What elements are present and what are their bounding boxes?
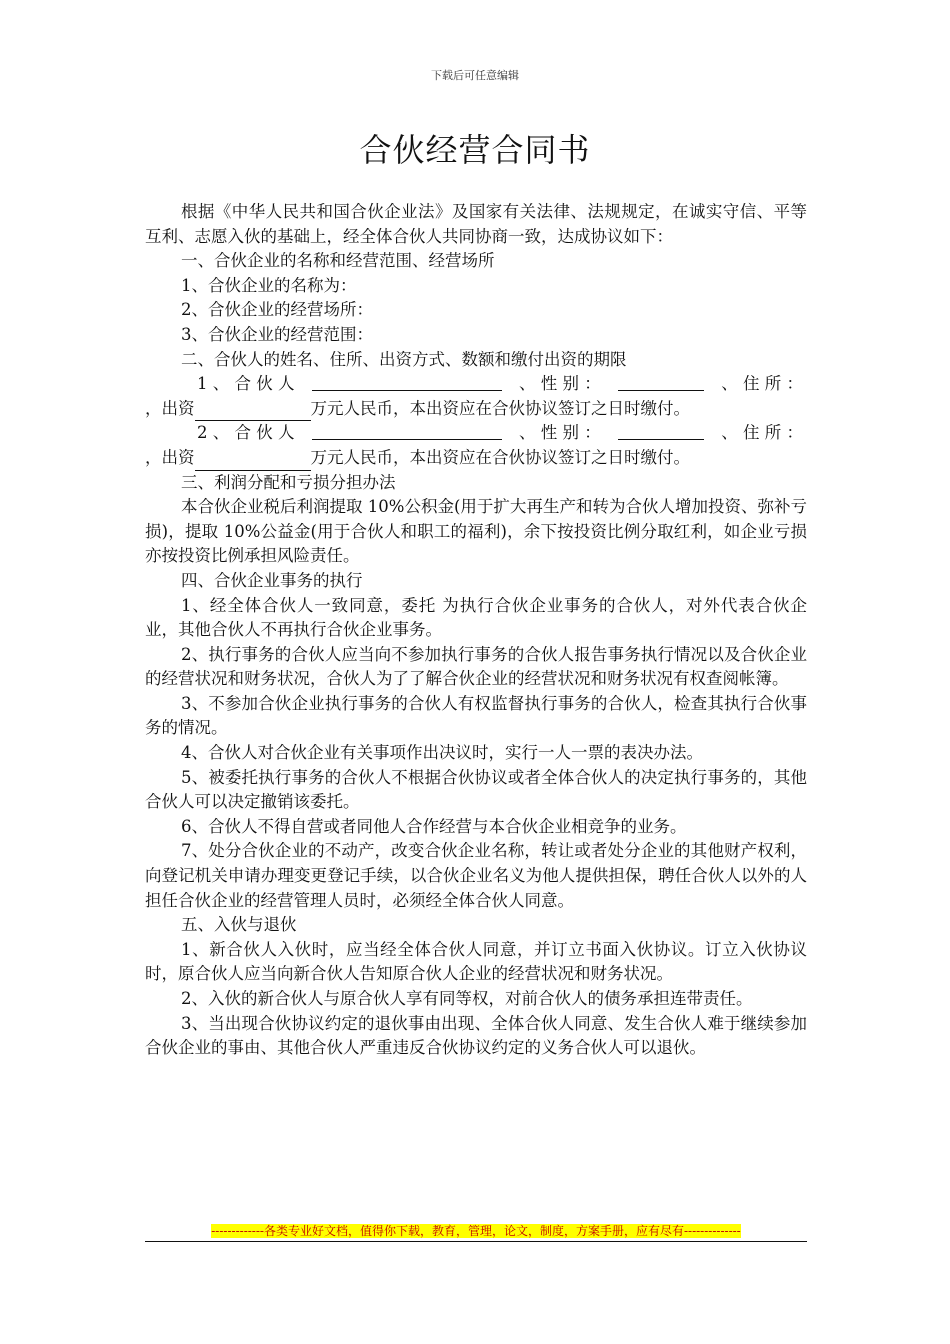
section-4-item: 7、处分合伙企业的不动产，改变合伙企业名称，转让或者处分企业的其他财产权利，向登记机关申请办理变更登记手续，以合伙企业名义为他人提供担保，聘任合伙人以外的人担任合伙企业的经营管理人员时，必须经全体合伙人同意。 bbox=[145, 841, 807, 910]
section-4-item: 4、合伙人对合伙企业有关事项作出决议时，实行一人一票的表决办法。 bbox=[181, 743, 703, 763]
section-5-heading: 五、入伙与退伙 bbox=[181, 915, 297, 935]
partner-1-name-blank bbox=[312, 372, 502, 391]
partner-2-sex-label: 、 性 别 ： bbox=[518, 423, 601, 443]
section-1-item: 1、合伙企业的名称为： bbox=[181, 275, 357, 295]
section-1-item: 3、合伙企业的经营范围： bbox=[181, 324, 373, 344]
section-5-item: 2、入伙的新合伙人与原合伙人享有同等权，对前合伙人的债务承担连带责任。 bbox=[181, 989, 753, 1008]
footer-banner: -------------各类专业好文档，值得你下载，教育，管理，论文，制度，方案手册，应有尽有-------------- bbox=[211, 1224, 741, 1238]
section-5-item: 3、当出现合伙协议约定的退伙事由出现、全体合伙人同意、发生合伙人难于继续参加合伙企业的事由、其他合伙人严重违反合伙协议约定的义务合伙人可以退伙。 bbox=[145, 1013, 807, 1058]
partner-2-address-label: 、 住 所 ： bbox=[721, 423, 803, 443]
page-header: 下载后可任意编辑 bbox=[431, 69, 519, 82]
footer-divider bbox=[145, 1241, 807, 1242]
section-4-item: 5、被委托执行事务的合伙人不根据合伙协议或者全体合伙人的决定执行事务的，其他合伙人可以决定撤销该委托。 bbox=[145, 767, 807, 812]
section-3-heading: 三、利润分配和亏损分担办法 bbox=[181, 472, 396, 492]
partner-1-investment: ，出资 万元人民币，本出资应在合伙协议签订之日时缴付。 bbox=[145, 397, 807, 422]
partner-2-line bbox=[145, 421, 807, 446]
section-4-item: 1、经全体合伙人一致同意，委托 为执行合伙企业事务的合伙人，对外代表合伙企业，其他合伙人不再执行合伙企业事务。 bbox=[145, 595, 807, 640]
partner-2-label: 2 、 合 伙 人 bbox=[197, 423, 295, 443]
section-4-item: 3、不参加合伙企业执行事务的合伙人有权监督执行事务的合伙人，检查其执行合伙事务的情况。 bbox=[145, 693, 807, 738]
section-2-heading: 二、合伙人的姓名、住所、出资方式、数额和缴付出资的期限 bbox=[181, 349, 627, 369]
partner-1-amount-blank bbox=[195, 402, 311, 421]
partner-2-investment: ，出资 万元人民币，本出资应在合伙协议签订之日时缴付。 bbox=[145, 446, 807, 471]
partner-2-amount-blank bbox=[195, 452, 311, 471]
partner-1-sex-label: 、 性 别 ： bbox=[518, 374, 601, 394]
section-5-item: 1、新合伙人入伙时，应当经全体合伙人同意，并订立书面入伙协议。订立入伙协议时，原合伙人应当向新合伙人告知原合伙人企业的经营状况和财务状况。 bbox=[145, 939, 807, 984]
partner-1-address-label: 、 住 所 ： bbox=[721, 374, 803, 394]
section-4-item: 2、执行事务的合伙人应当向不参加执行事务的合伙人报告事务执行情况以及合伙企业的经营状况和财务状况，合伙人为了了解合伙企业的经营状况和财务状况有权查阅帐簿。 bbox=[145, 644, 807, 689]
partner-1-sex-blank bbox=[618, 372, 704, 391]
section-3-body: 本合伙企业税后利润提取 10%公积金(用于扩大再生产和转为合伙人增加投资、弥补亏损)，提取 10%公益金(用于合伙人和职工的福利)，余下按投资比例分取红利，如企业亏损亦按投资比例承担风险责任。 bbox=[145, 497, 807, 566]
partner-2-sex-blank bbox=[618, 421, 704, 440]
intro-paragraph: 根据《中华人民共和国合伙企业法》及国家有关法律、法规规定，在诚实守信、平等互利、志愿入伙的基础上，经全体合伙人共同协商一致，达成协议如下： bbox=[145, 202, 807, 246]
section-1-item: 2、合伙企业的经营场所： bbox=[181, 300, 373, 320]
partner-1-line bbox=[145, 372, 807, 397]
section-4-item: 6、合伙人不得自营或者同他人合作经营与本合伙企业相竞争的业务。 bbox=[181, 816, 687, 836]
page-footer bbox=[145, 1222, 807, 1239]
section-4-heading: 四、合伙企业事务的执行 bbox=[181, 570, 363, 590]
section-1-heading: 一、合伙企业的名称和经营范围、经营场所 bbox=[181, 251, 495, 271]
document-body bbox=[145, 200, 807, 1061]
document-title: 合伙经营合同书 bbox=[359, 131, 591, 169]
partner-1-label: 1 、 合 伙 人 bbox=[197, 374, 295, 394]
partner-2-name-blank bbox=[312, 421, 502, 440]
